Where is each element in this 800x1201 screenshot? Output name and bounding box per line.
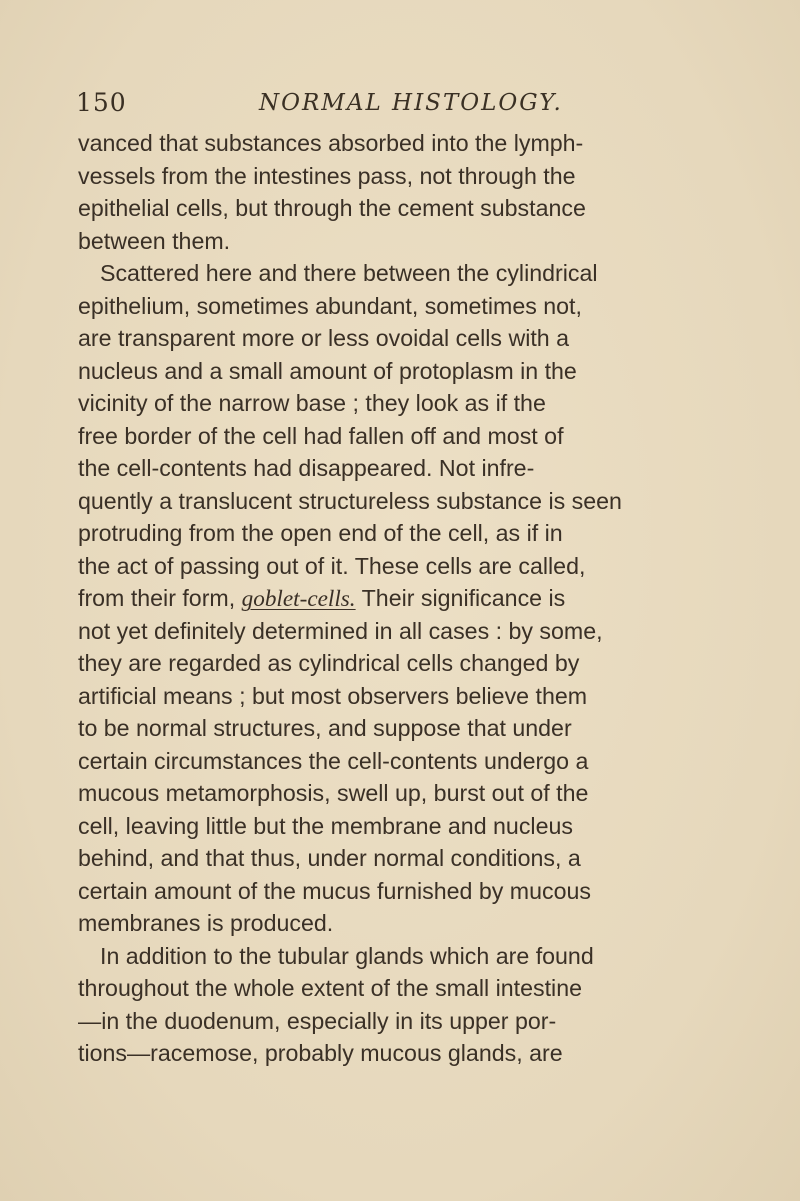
body-text <box>78 127 738 1070</box>
paragraph-start-line: Scattered here and there between the cylindrical <box>100 260 598 286</box>
text-line: protruding from the open end of the cell, as if in <box>78 520 563 546</box>
text-line: vessels from the intestines pass, not through the <box>78 162 576 189</box>
text-line <box>78 582 738 615</box>
running-head <box>76 88 756 124</box>
text-line: they are regarded as cylindrical cells changed by <box>78 650 580 676</box>
text-line: vicinity of the narrow base ; they look as if the <box>78 390 546 416</box>
paragraph-start-line: In addition to the tubular glands which are found <box>100 942 594 969</box>
text-line: membranes is produced. <box>78 910 334 936</box>
text-line: epithelium, sometimes abundant, sometimes not, <box>78 292 582 319</box>
text-line: behind, and that thus, under normal conditions, a <box>78 845 581 871</box>
text-line: between them. <box>78 227 231 254</box>
text-line: not yet definitely determined in all cases : by some, <box>78 617 603 644</box>
text-line: quently a translucent structureless substance is seen <box>78 487 622 514</box>
text-line: vanced that substances absorbed into the lymph- <box>78 130 584 156</box>
goblet-cells-term: goblet-cells. <box>241 586 356 612</box>
text-line: tions—racemose, probably mucous glands, are <box>78 1040 563 1066</box>
text-line: certain circumstances the cell-contents undergo a <box>78 747 589 774</box>
text-line: —in the duodenum, especially in its upper por- <box>78 1007 557 1034</box>
text-line: the cell-contents had disappeared. Not infre- <box>78 455 535 481</box>
text-line: free border of the cell had fallen off and most of <box>78 422 564 449</box>
text-line: artificial means ; but most observers believe them <box>78 682 588 709</box>
text-fragment: from their form, <box>78 585 242 611</box>
text-line: certain amount of the mucus furnished by mucous <box>78 877 591 904</box>
text-line: cell, leaving little but the membrane and nucleus <box>78 812 573 839</box>
text-fragment: Their significance is <box>355 585 566 611</box>
text-line: mucous metamorphosis, swell up, burst out of the <box>78 780 589 806</box>
text-line: to be normal structures, and suppose that under <box>78 715 572 741</box>
text-line: epithelial cells, but through the cement substance <box>78 195 586 221</box>
page-number: 150 <box>76 88 127 117</box>
running-title: NORMAL HISTOLOGY. <box>259 90 563 116</box>
text-line: nucleus and a small amount of protoplasm in the <box>78 357 577 384</box>
text-line: the act of passing out of it. These cells are called, <box>78 552 586 579</box>
text-line: are transparent more or less ovoidal cells with a <box>78 325 570 351</box>
text-line: throughout the whole extent of the small intestine <box>78 975 582 1001</box>
